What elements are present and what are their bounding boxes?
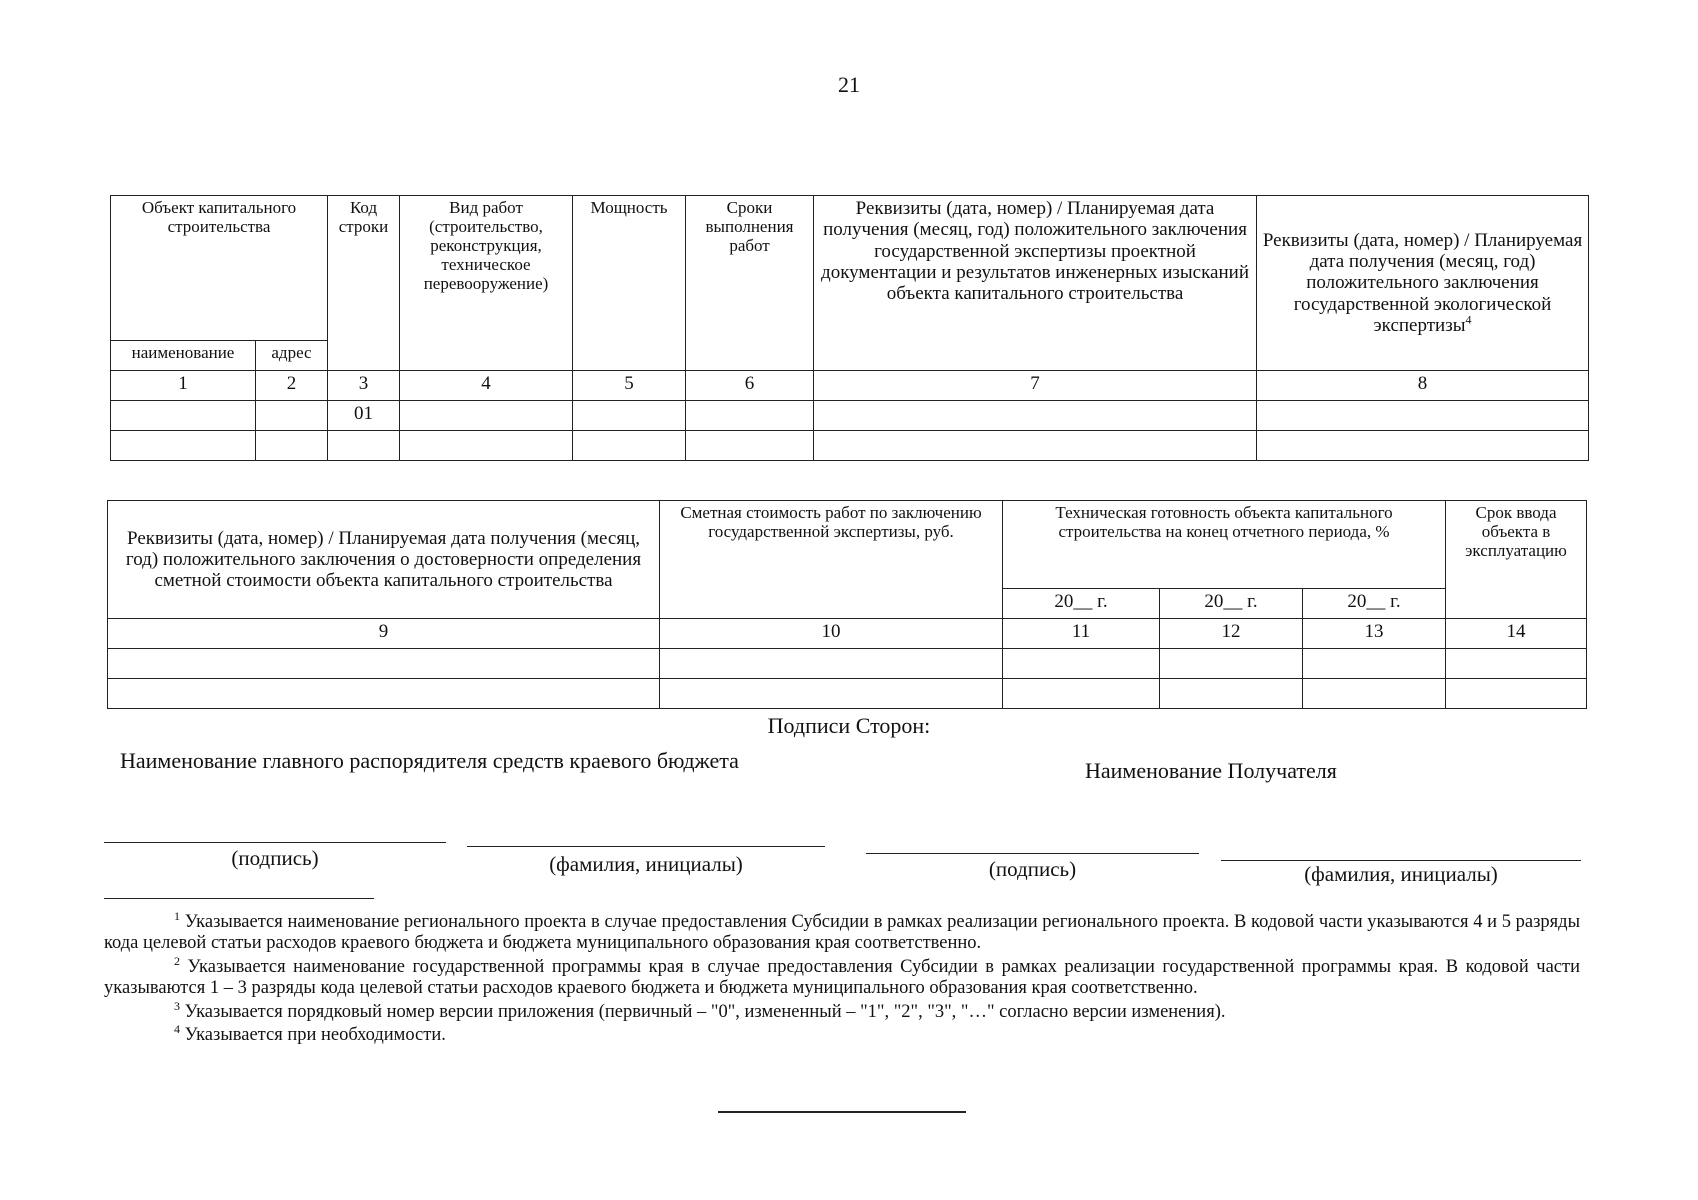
footnote-text: Указывается порядковый номер версии приложения (первичный – "0", измененный – "1", "2", "3", "…" согласно версии изменения). [184, 1001, 1226, 1022]
column-number: 7 [814, 371, 1257, 401]
header-object: Объект капитального строительства [111, 196, 328, 341]
table-cell [686, 401, 814, 431]
table-cell [400, 431, 573, 461]
table-row [111, 431, 1589, 461]
table-cell [1446, 649, 1587, 679]
footnote-text: Указывается при необходимости. [184, 1025, 446, 1046]
header-work-type: Вид работ (строительство, реконструкция, техническое перевооружение) [400, 196, 573, 371]
table-row [108, 649, 1587, 679]
header-year-2: 20__ г. [1160, 589, 1303, 619]
signature-caption: (подпись) [988, 857, 1077, 881]
table-cell [573, 401, 686, 431]
table-cell [1003, 679, 1160, 709]
right-party-name: Наименование Получателя [1085, 758, 1337, 783]
header-year-3: 20__ г. [1303, 589, 1446, 619]
table-cell [814, 431, 1257, 461]
table-cell [111, 401, 256, 431]
table-cell [1446, 679, 1587, 709]
capital-objects-table [110, 195, 1589, 461]
column-number: 6 [686, 371, 814, 401]
column-number: 3 [328, 371, 400, 401]
left-party-name: Наименование главного распорядителя средств краевого бюджета [120, 748, 739, 773]
footnote-text: Указывается наименование регионального проекта в случае предоставления Субсидии в рамках реализации регионального проекта. В кодовой части указываются 4 и 5 разряды кода целевой статьи расходов краевого бюджета и бюджета муниципального образования края соответственно. [104, 912, 1581, 954]
table-row [111, 401, 1589, 431]
header-estimated-cost: Сметная стоимость работ по заключению государственной экспертизы, руб. [660, 501, 1003, 619]
column-number: 12 [1160, 619, 1303, 649]
table-cell [1303, 679, 1446, 709]
page-number: 21 [838, 72, 860, 97]
table-row [108, 679, 1587, 709]
name-caption: (фамилия, инициалы) [1304, 862, 1498, 886]
name-line [1221, 860, 1581, 861]
header-readiness: Техническая готовность объекта капитального строительства на конец отчетного периода, % [1003, 501, 1446, 589]
column-number: 5 [573, 371, 686, 401]
header-deadlines: Сроки выполнения работ [686, 196, 814, 371]
header-name: наименование [111, 341, 256, 371]
table-cell [108, 649, 660, 679]
header-eco-expertise-text: Реквизиты (дата, номер) / Планируемая дата получения (месяц, год) положительного заключения государственной экологической экспертизы [1262, 229, 1583, 336]
table-cell [1160, 679, 1303, 709]
table-cell [660, 679, 1003, 709]
column-number: 2 [256, 371, 328, 401]
footnote-separator [104, 898, 374, 899]
table-cell [256, 401, 328, 431]
header-year-1: 20__ г. [1003, 589, 1160, 619]
table-cell [328, 431, 400, 461]
table-cell [1257, 431, 1589, 461]
header-commissioning: Срок ввода объекта в эксплуатацию [1446, 501, 1587, 619]
table-cell [1303, 649, 1446, 679]
table-cell [256, 431, 328, 461]
signature-line [104, 842, 446, 843]
column-number: 8 [1257, 371, 1589, 401]
footnotes [104, 908, 1581, 1049]
table-cell [108, 679, 660, 709]
column-number: 14 [1446, 619, 1587, 649]
table-cell [400, 401, 573, 431]
column-number: 1 [111, 371, 256, 401]
footnote-mark: 2 [174, 953, 180, 968]
row-code: 01 [328, 401, 400, 431]
table-cell [573, 431, 686, 461]
table-cell [660, 649, 1003, 679]
column-number: 13 [1303, 619, 1446, 649]
signature-caption: (подпись) [231, 846, 319, 870]
name-line [467, 846, 825, 847]
header-eco-expertise [1257, 196, 1589, 371]
table-cell [1160, 649, 1303, 679]
footnote [104, 998, 1580, 1023]
table-cell [111, 431, 256, 461]
footnote-mark: 1 [174, 908, 180, 923]
header-state-expertise: Реквизиты (дата, номер) / Планируемая дата получения (месяц, год) положительного заключения государственной экспертизы проектной документации и результатов инженерных изысканий объекта капитального строительства [814, 196, 1257, 371]
column-number: 9 [108, 619, 660, 649]
footnote [104, 908, 1581, 955]
footnote [104, 953, 1581, 1000]
header-capacity: Мощность [573, 196, 686, 371]
column-number: 11 [1003, 619, 1160, 649]
footnote-text: Указывается наименование государственной программы края в случае предоставления Субсидии в рамках реализации государственной программы края. В кодовой части указываются 1 – 3 разряды кода целевой статьи расходов краевого бюджета и бюджета муниципального образования края соответственно. [104, 956, 1581, 999]
header-reliability: Реквизиты (дата, номер) / Планируемая дата получения (месяц, год) положительного заключения о достоверности определения сметной стоимости объекта капитального строительства [108, 501, 660, 619]
table-cell [1257, 401, 1589, 431]
signature-line [866, 853, 1199, 854]
column-number: 4 [400, 371, 573, 401]
footnote-mark: 4 [174, 1022, 180, 1037]
expertise-readiness-table [107, 500, 1587, 709]
table-cell [686, 431, 814, 461]
footnote-mark: 3 [174, 998, 180, 1013]
column-number: 10 [660, 619, 1003, 649]
header-address: адрес [256, 341, 328, 371]
footnote-mark-4: 4 [1465, 312, 1472, 327]
table-cell [1003, 649, 1160, 679]
footnote [104, 1022, 1580, 1046]
end-of-document-line [718, 1111, 966, 1113]
table-cell [814, 401, 1257, 431]
name-caption: (фамилия, инициалы) [549, 852, 743, 876]
signatures-title: Подписи Сторон: [767, 713, 931, 738]
header-code: Код строки [328, 196, 400, 371]
